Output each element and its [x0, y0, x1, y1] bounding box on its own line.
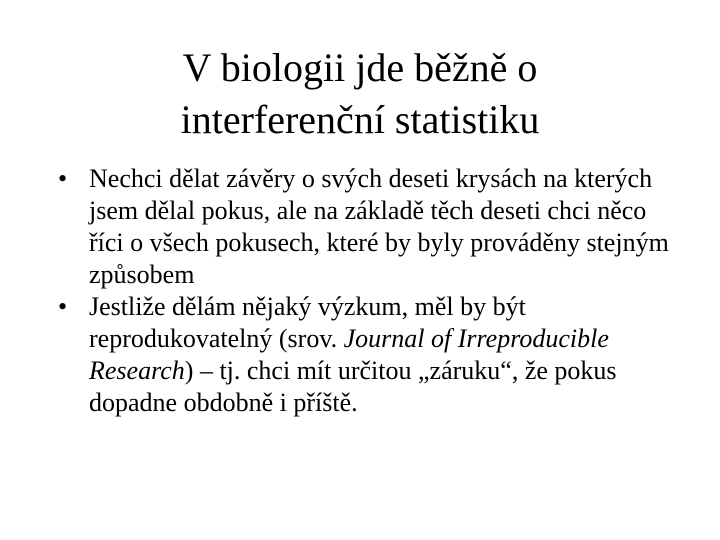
- bullet-text-2-before: Jestliže dělám nějaký výzkum, měl by být reprodukovatelný (srov.: [89, 292, 526, 353]
- title-line-2: interferenční statistiku: [180, 97, 540, 142]
- bullet-icon: •: [58, 164, 68, 193]
- bullet-text-1: Nechci dělat závěry o svých deseti krysách na kterých jsem dělal pokus, ale na základě těch deseti chci něco říci o všech pokusech, které by byly prováděny stejným způsobem: [89, 164, 669, 289]
- bullet-item-1: [58, 163, 678, 291]
- bullet-list: [58, 163, 678, 419]
- journal-title: Journal of Irreproducible Research: [89, 324, 609, 385]
- bullet-text-2-after: ) – tj. chci mít určitou „záruku“, že pokus dopadne obdobně i příště.: [89, 356, 617, 417]
- bullet-text-2: [89, 291, 678, 419]
- title-line-1: V biologii jde běžně o: [182, 45, 538, 90]
- bullet-icon: •: [58, 292, 68, 321]
- slide-title: [60, 42, 660, 146]
- bullet-item-2: [58, 291, 678, 419]
